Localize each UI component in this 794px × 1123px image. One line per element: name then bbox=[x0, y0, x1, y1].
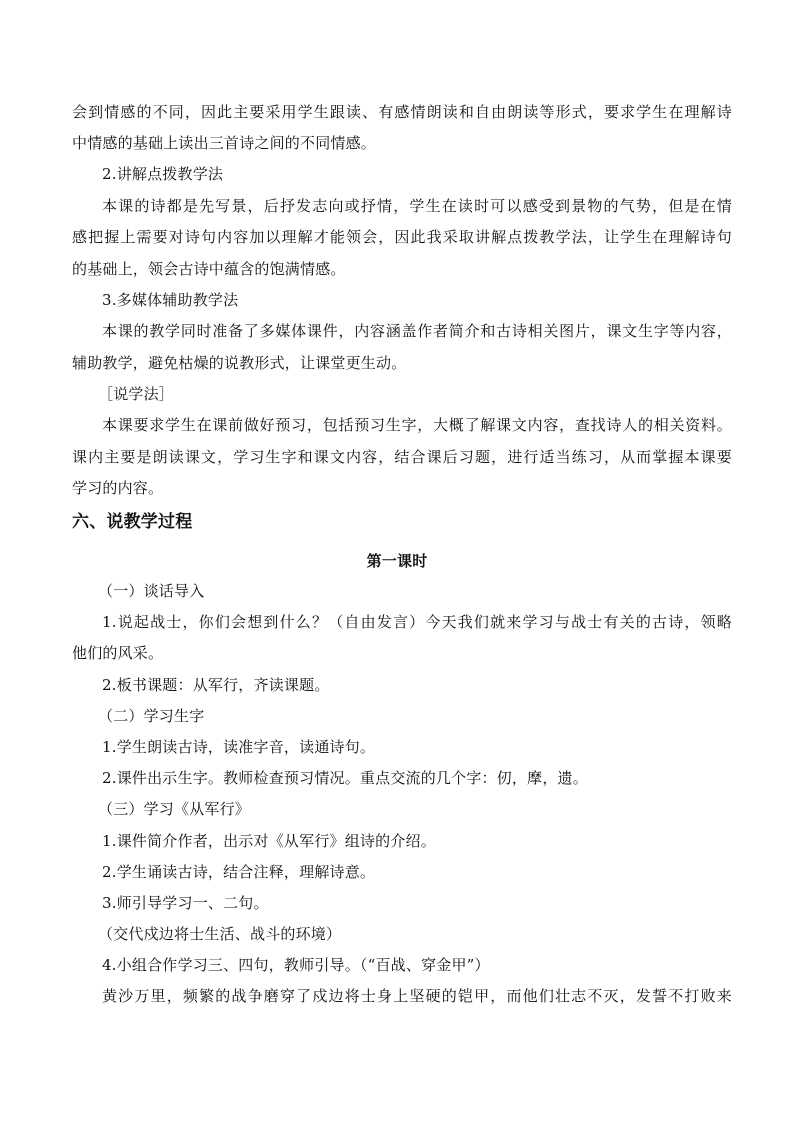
subsection-heading: （一）谈话导入 bbox=[98, 582, 205, 600]
lesson-title: 第一课时 bbox=[366, 552, 428, 570]
paragraph-line: 辅助教学，避免枯燥的说教形式，让课堂更生动。 bbox=[72, 354, 407, 372]
paragraph-line: （交代戍边将士生活、战斗的环境） bbox=[98, 925, 342, 943]
paragraph-line: 的基础上，领会古诗中蕴含的饱满情感。 bbox=[72, 260, 346, 278]
subsection-heading: （三）学习《从军行》 bbox=[98, 800, 251, 818]
paragraph-line: 本课要求学生在课前做好预习，包括预习生字，大概了解课文内容，查找诗人的相关资料。 bbox=[102, 416, 732, 434]
section-heading: 六、说教学过程 bbox=[72, 512, 193, 532]
paragraph-line: 本课的教学同时准备了多媒体课件，内容涵盖作者简介和古诗相关图片，课文生字等内容， bbox=[102, 322, 732, 340]
paragraph-line: 中情感的基础上读出三首诗之间的不同情感。 bbox=[72, 134, 377, 152]
paragraph-line: 1.课件简介作者，出示对《从军行》组诗的介绍。 bbox=[102, 832, 436, 850]
paragraph-line: 课内主要是朗读课文，学习生字和课文内容，结合课后习题，进行适当练习，从而掌握本课要 bbox=[72, 448, 732, 466]
paragraph-line: 4.小组合作学习三、四句，教师引导。（“百战、穿金甲”） bbox=[102, 956, 490, 974]
paragraph-line: 黄沙万里，频繁的战争磨穿了戍边将士身上坚硬的铠甲，而他们壮志不灭，发誓不打败来 bbox=[102, 987, 732, 1005]
paragraph-line: 2.课件出示生字。教师检查预习情况。重点交流的几个字：仞，摩，遗。 bbox=[102, 769, 588, 787]
paragraph-line: 感把握上需要对诗句内容加以理解才能领会，因此我采取讲解点拨教学法，让学生在理解诗句 bbox=[72, 228, 732, 246]
paragraph-line: 1.学生朗读古诗，读准字音，读通诗句。 bbox=[102, 738, 376, 756]
subsection-heading: （二）学习生字 bbox=[98, 707, 205, 725]
section-label: ［说学法］ bbox=[98, 385, 175, 403]
paragraph-line: 2.板书课题：从军行，齐读课题。 bbox=[102, 676, 330, 694]
paragraph-line: 2.学生诵读古诗，结合注释，理解诗意。 bbox=[102, 863, 376, 881]
paragraph-line: 他们的风采。 bbox=[72, 644, 164, 662]
paragraph-line: 会到情感的不同，因此主要采用学生跟读、有感情朗读和自由朗读等形式，要求学生在理解诗 bbox=[72, 103, 732, 121]
paragraph-line: 本课的诗都是先写景，后抒发志向或抒情，学生在读时可以感受到景物的气势，但是在情 bbox=[102, 197, 732, 215]
method-heading: 2.讲解点拨教学法 bbox=[102, 165, 224, 183]
paragraph-line: 学习的内容。 bbox=[72, 479, 164, 497]
paragraph-line: 1.说起战士，你们会想到什么？（自由发言）今天我们就来学习与战士有关的古诗，领略 bbox=[102, 613, 732, 631]
paragraph-line: 3.师引导学习一、二句。 bbox=[102, 894, 269, 912]
method-heading: 3.多媒体辅助教学法 bbox=[102, 291, 239, 309]
